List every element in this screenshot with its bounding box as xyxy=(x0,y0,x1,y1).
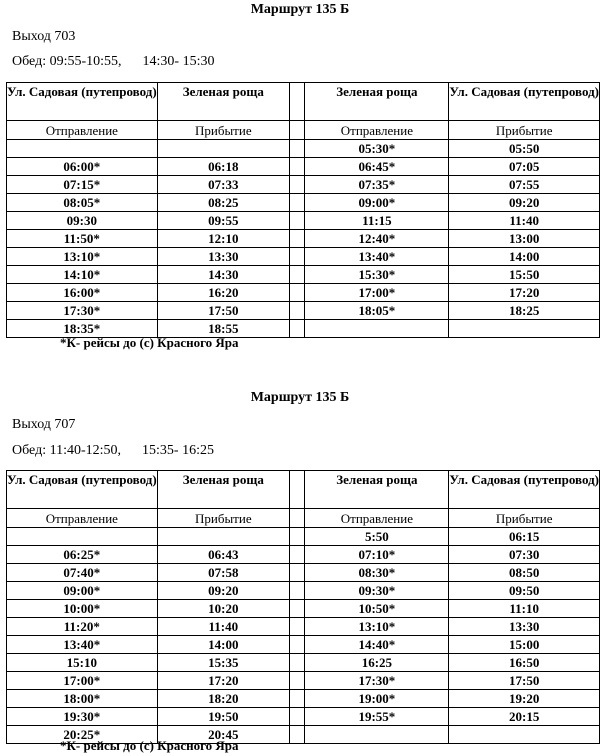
subheader-row xyxy=(7,121,600,140)
table-row xyxy=(7,564,600,582)
time-cell: 05:30* xyxy=(305,140,449,158)
time-cell: 5:50 xyxy=(305,528,449,546)
header-sadovaya-departure-type: Отправление xyxy=(7,509,158,528)
time-cell: 13:10* xyxy=(305,618,449,636)
time-cell: 19:55* xyxy=(305,708,449,726)
time-cell: 08:30* xyxy=(305,564,449,582)
table-row xyxy=(7,690,600,708)
header-sadovaya-arrival-type: Прибытие xyxy=(449,509,600,528)
column-separator xyxy=(289,564,305,582)
time-cell xyxy=(7,528,158,546)
column-separator xyxy=(289,528,305,546)
time-cell: 09:00* xyxy=(7,582,158,600)
time-cell: 07:10* xyxy=(305,546,449,564)
header-zelenaya-departure-type: Отправление xyxy=(305,121,449,140)
time-cell: 18:00* xyxy=(7,690,158,708)
column-separator xyxy=(289,672,305,690)
header-sadovaya-departure: Ул. Садовая (путепровод) xyxy=(7,471,158,509)
time-cell: 20:45 xyxy=(157,726,289,744)
time-cell: 09:20 xyxy=(157,582,289,600)
time-cell: 11:20* xyxy=(7,618,158,636)
header-sadovaya-departure-type: Отправление xyxy=(7,121,158,140)
time-cell: 09:30* xyxy=(305,582,449,600)
column-separator xyxy=(289,266,305,284)
time-cell: 16:50 xyxy=(449,654,600,672)
time-cell: 06:15 xyxy=(449,528,600,546)
time-cell: 11:15 xyxy=(305,212,449,230)
column-separator xyxy=(289,471,305,509)
time-cell xyxy=(157,140,289,158)
time-cell: 15:30* xyxy=(305,266,449,284)
table-row xyxy=(7,600,600,618)
column-separator xyxy=(289,158,305,176)
time-cell: 17:00* xyxy=(305,284,449,302)
header-zelenaya-arrival-type: Прибытие xyxy=(157,121,289,140)
time-cell xyxy=(449,726,600,744)
table-row xyxy=(7,230,600,248)
time-cell: 17:50 xyxy=(157,302,289,320)
column-separator xyxy=(289,194,305,212)
table-row xyxy=(7,618,600,636)
time-cell: 14:00 xyxy=(449,248,600,266)
table-row xyxy=(7,176,600,194)
time-cell: 17:20 xyxy=(157,672,289,690)
lunch-label-1: Обед: 09:55-10:55, 14:30- 15:30 xyxy=(12,54,215,69)
subheader-row xyxy=(7,509,600,528)
column-separator xyxy=(289,690,305,708)
header-row xyxy=(7,471,600,509)
time-cell: 13:30 xyxy=(449,618,600,636)
lunch-label-2: Обед: 11:40-12:50, 15:35- 16:25 xyxy=(12,443,214,458)
route-title-2: Маршрут 135 Б xyxy=(250,390,350,405)
time-cell: 09:50 xyxy=(449,582,600,600)
table-row xyxy=(7,158,600,176)
header-sadovaya-departure: Ул. Садовая (путепровод) xyxy=(7,83,158,121)
time-cell: 07:33 xyxy=(157,176,289,194)
time-cell xyxy=(305,726,449,744)
time-cell: 13:40* xyxy=(7,636,158,654)
time-cell: 06:18 xyxy=(157,158,289,176)
column-separator xyxy=(289,726,305,744)
time-cell: 10:20 xyxy=(157,600,289,618)
header-row xyxy=(7,83,600,121)
time-cell: 12:10 xyxy=(157,230,289,248)
time-cell: 17:30* xyxy=(7,302,158,320)
table-row xyxy=(7,546,600,564)
column-separator xyxy=(289,302,305,320)
time-cell: 11:50* xyxy=(7,230,158,248)
time-cell: 07:55 xyxy=(449,176,600,194)
time-cell: 15:00 xyxy=(449,636,600,654)
column-separator xyxy=(289,320,305,338)
table-row xyxy=(7,582,600,600)
table-row xyxy=(7,212,600,230)
time-cell: 17:50 xyxy=(449,672,600,690)
schedule-body-1 xyxy=(7,83,600,338)
time-cell: 07:58 xyxy=(157,564,289,582)
time-cell: 07:30 xyxy=(449,546,600,564)
footnote-1: *К- рейсы до (с) Красного Яра xyxy=(60,335,239,350)
time-cell: 06:43 xyxy=(157,546,289,564)
header-zelenaya-departure: Зеленая роща xyxy=(305,471,449,509)
header-sadovaya-arrival-type: Прибытие xyxy=(449,121,600,140)
time-cell: 14:40* xyxy=(305,636,449,654)
exit-label-2: Выход 707 xyxy=(12,417,76,432)
table-row xyxy=(7,636,600,654)
table-row xyxy=(7,194,600,212)
time-cell: 20:25* xyxy=(7,726,158,744)
header-sadovaya-arrival: Ул. Садовая (путепровод) xyxy=(449,471,600,509)
time-cell: 18:35* xyxy=(7,320,158,338)
schedule-body-2 xyxy=(7,471,600,744)
schedule-table-1 xyxy=(6,82,600,338)
time-cell: 07:40* xyxy=(7,564,158,582)
time-cell xyxy=(7,140,158,158)
time-cell: 08:05* xyxy=(7,194,158,212)
time-cell: 09:00* xyxy=(305,194,449,212)
time-cell: 09:30 xyxy=(7,212,158,230)
column-separator xyxy=(289,509,305,528)
time-cell: 19:20 xyxy=(449,690,600,708)
footnote-2: *К- рейсы до (с) Красного Яра xyxy=(60,738,239,753)
column-separator xyxy=(289,582,305,600)
time-cell: 18:20 xyxy=(157,690,289,708)
time-cell: 17:20 xyxy=(449,284,600,302)
time-cell: 16:00* xyxy=(7,284,158,302)
time-cell: 11:10 xyxy=(449,600,600,618)
time-cell: 14:10* xyxy=(7,266,158,284)
time-cell: 07:15* xyxy=(7,176,158,194)
column-separator xyxy=(289,708,305,726)
time-cell: 06:00* xyxy=(7,158,158,176)
time-cell: 08:25 xyxy=(157,194,289,212)
time-cell: 19:50 xyxy=(157,708,289,726)
time-cell: 09:55 xyxy=(157,212,289,230)
time-cell: 08:50 xyxy=(449,564,600,582)
time-cell: 19:30* xyxy=(7,708,158,726)
time-cell: 15:50 xyxy=(449,266,600,284)
time-cell: 15:35 xyxy=(157,654,289,672)
time-cell: 13:30 xyxy=(157,248,289,266)
time-cell: 13:10* xyxy=(7,248,158,266)
time-cell: 09:20 xyxy=(449,194,600,212)
table-row xyxy=(7,302,600,320)
column-separator xyxy=(289,121,305,140)
column-separator xyxy=(289,248,305,266)
column-separator xyxy=(289,176,305,194)
time-cell: 19:00* xyxy=(305,690,449,708)
schedule-table-2 xyxy=(6,470,600,744)
time-cell: 11:40 xyxy=(157,618,289,636)
header-zelenaya-departure-type: Отправление xyxy=(305,509,449,528)
time-cell: 17:30* xyxy=(305,672,449,690)
time-cell: 18:55 xyxy=(157,320,289,338)
table-row xyxy=(7,528,600,546)
time-cell: 07:05 xyxy=(449,158,600,176)
time-cell: 10:00* xyxy=(7,600,158,618)
time-cell: 13:00 xyxy=(449,230,600,248)
header-zelenaya-arrival: Зеленая роща xyxy=(157,83,289,121)
time-cell: 06:45* xyxy=(305,158,449,176)
header-zelenaya-arrival: Зеленая роща xyxy=(157,471,289,509)
table-row xyxy=(7,654,600,672)
column-separator xyxy=(289,636,305,654)
table-row xyxy=(7,672,600,690)
time-cell: 16:25 xyxy=(305,654,449,672)
header-zelenaya-arrival-type: Прибытие xyxy=(157,509,289,528)
column-separator xyxy=(289,654,305,672)
header-sadovaya-arrival: Ул. Садовая (путепровод) xyxy=(449,83,600,121)
time-cell: 06:25* xyxy=(7,546,158,564)
column-separator xyxy=(289,230,305,248)
column-separator xyxy=(289,546,305,564)
table-row xyxy=(7,284,600,302)
time-cell: 12:40* xyxy=(305,230,449,248)
time-cell xyxy=(305,320,449,338)
time-cell: 18:05* xyxy=(305,302,449,320)
time-cell: 18:25 xyxy=(449,302,600,320)
column-separator xyxy=(289,83,305,121)
header-zelenaya-departure: Зеленая роща xyxy=(305,83,449,121)
table-row xyxy=(7,266,600,284)
time-cell: 15:10 xyxy=(7,654,158,672)
time-cell: 07:35* xyxy=(305,176,449,194)
time-cell: 14:00 xyxy=(157,636,289,654)
column-separator xyxy=(289,212,305,230)
time-cell: 17:00* xyxy=(7,672,158,690)
table-row xyxy=(7,248,600,266)
time-cell: 11:40 xyxy=(449,212,600,230)
time-cell: 13:40* xyxy=(305,248,449,266)
time-cell: 05:50 xyxy=(449,140,600,158)
column-separator xyxy=(289,140,305,158)
route-title-1: Маршрут 135 Б xyxy=(250,2,350,17)
exit-label-1: Выход 703 xyxy=(12,29,76,44)
table-row xyxy=(7,140,600,158)
time-cell: 10:50* xyxy=(305,600,449,618)
table-row xyxy=(7,708,600,726)
time-cell xyxy=(449,320,600,338)
time-cell xyxy=(157,528,289,546)
time-cell: 14:30 xyxy=(157,266,289,284)
column-separator xyxy=(289,618,305,636)
time-cell: 20:15 xyxy=(449,708,600,726)
column-separator xyxy=(289,600,305,618)
column-separator xyxy=(289,284,305,302)
time-cell: 16:20 xyxy=(157,284,289,302)
